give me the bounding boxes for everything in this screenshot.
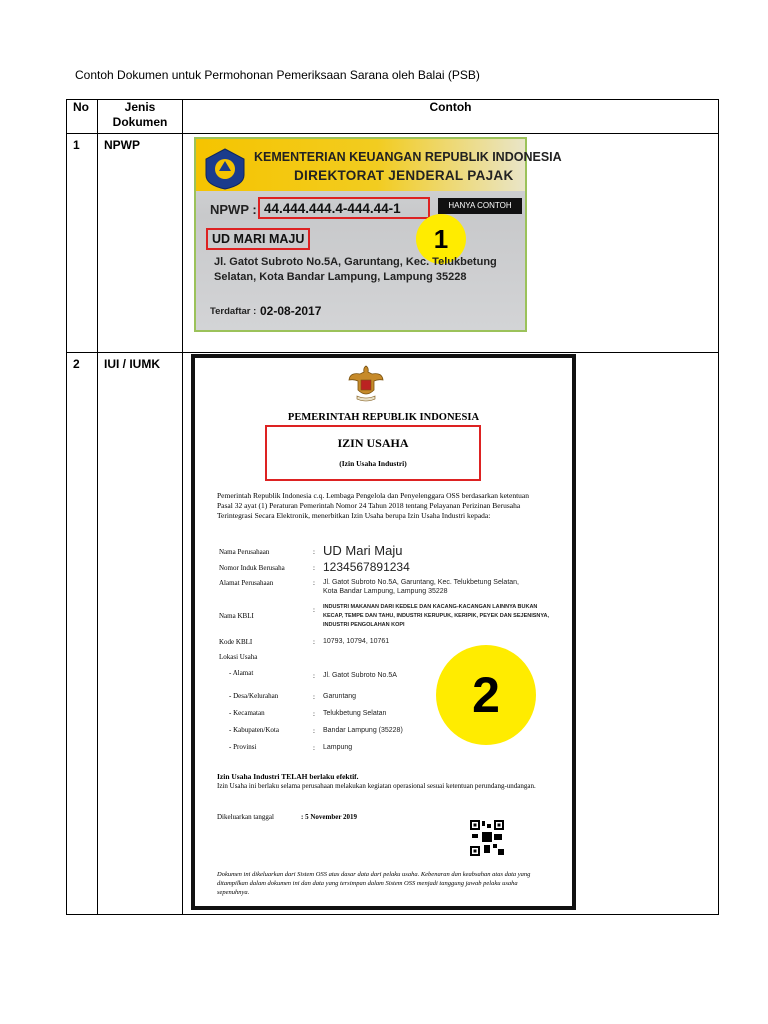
row-jenis: NPWP xyxy=(98,134,183,353)
iui-document-image: PEMERINTAH REPUBLIK INDONESIA IZIN USAHA (Izin Usaha Industri) Pemerintah Republik Indonesia c.q. Lembaga Pengelola dan Penyelenggara OSS berdasarkan ketentuan Pasal 32 ayat (1) Peraturan Pemerintah Nomor 24 Tahun 2018 tentang Pelayanan Perizinan Berusaha Terintegrasi Secara Elektronik, menerbitkan Izin Usaha berupa Izin Usaha Industri kepada: Nama Perusahaan : UD Mari Maju Nomor Induk Berusaha : 1234567891234 Alamat Perusahaan : Jl. Gatot Subroto No.5A, Garuntang, Kec. Telukbetung Selatan, Kota Bandar Lampung, Lampung 35228 Nama KBLI : INDUSTRI MAKANAN DARI KEDELE DAN KACANG-KACANGAN LAINNYA BUKAN KECAP, TEMPE DAN TAHU, INDUSTRI KERUPUK, KERIPIK, PEYEK DAN SEJENISNYA, INDUSTRI PENGOLAHAN KOPI Kode KBLI : 10793, 10794, 10761 Lokasi Usaha - Alamat : Jl. Gatot Subroto No.5A - Desa/Kelurahan : Garuntang - Kecamatan : Telukbetung Selatan - Kabupaten/Kota : Bandar Lampung (35228) - Provinsi : Lampung 2 Izin Usaha Industri TELAH berlaku efektif. Izin Usaha ini berlaku selama perusahaan melakukan kegiatan operasional sesuai ketentuan perundang-undangan. Dikeluarkan tanggal : 5 November 2019 Dokumen ini dikeluarkan dari Sistem OSS atas dasar data dari pelaku usaha. Kebenaran dan keabsahan atas data yang ditampilkan dalam dokumen ini dan data yang tersimpan dalam Sistem OSS menjadi tanggung jawab pelaku usaha sepenuhnya. xyxy=(191,354,576,910)
iui-number-badge: 2 xyxy=(436,645,536,745)
field-label: Alamat Perusahaan xyxy=(219,579,274,587)
row-jenis: IUI / IUMK xyxy=(98,353,183,915)
field-value: UD Mari Maju xyxy=(323,543,403,558)
table-header-row xyxy=(67,100,719,134)
field-value: INDUSTRI PENGOLAHAN KOPI xyxy=(323,622,405,628)
field-value: KECAP, TEMPE DAN TAHU, INDUSTRI KERUPUK, KERIPIK, PEYEK DAN SEJENISNYA, xyxy=(323,613,550,619)
header-contoh: Contoh xyxy=(183,100,719,134)
npwp-number-badge: 1 xyxy=(416,214,466,264)
field-label: Nama KBLI xyxy=(219,612,254,620)
field-value: Telukbetung Selatan xyxy=(323,710,387,717)
iui-title-highlight xyxy=(265,425,481,481)
iui-effective-note: Izin Usaha ini berlaku selama perusahaan melakukan kegiatan operasional sesuai ketentuan perundang-undangan. xyxy=(217,782,536,790)
npwp-heading-ministry: KEMENTERIAN KEUANGAN REPUBLIK INDONESIA xyxy=(254,150,562,164)
npwp-label: NPWP : xyxy=(210,202,257,217)
header-no: No xyxy=(67,100,98,134)
iui-issued-label: Dikeluarkan tanggal xyxy=(217,813,274,821)
npwp-heading-directorate: DIREKTORAT JENDERAL PAJAK xyxy=(294,168,514,183)
field-value: Garuntang xyxy=(323,693,357,700)
iui-subtitle: (Izin Usaha Industri) xyxy=(339,459,407,468)
ministry-logo-icon xyxy=(202,147,248,191)
field-value: Bandar Lampung (35228) xyxy=(323,727,403,734)
npwp-address-line1: Jl. Gatot Subroto No.5A, Garuntang, Kec. Telukbetung xyxy=(214,256,497,268)
iui-intro-text: Pemerintah Republik Indonesia c.q. Lembaga Pengelola dan Penyelenggara OSS berdasarkan ketentuan Pasal 32 ayat (1) Peraturan Pemerintah Nomor 24 Tahun 2018 tentang Pelayanan Perizinan Berusaha Terintegrasi Secara Elektronik, menerbitkan Izin Usaha berupa Izin Usaha Industri kepada: xyxy=(217,491,529,520)
field-label: - Alamat xyxy=(229,669,254,677)
field-label: - Desa/Kelurahan xyxy=(229,692,279,700)
garuda-emblem-icon xyxy=(348,364,384,404)
field-label: - Provinsi xyxy=(229,743,257,751)
field-value: Lampung xyxy=(323,744,353,751)
field-value: Jl. Gatot Subroto No.5A xyxy=(323,672,397,679)
header-jenis: Jenis Dokumen xyxy=(98,100,183,134)
field-label: - Kabupaten/Kota xyxy=(229,726,279,734)
iui-footer-disclaimer: Dokumen ini dikeluarkan dari Sistem OSS atas dasar data dari pelaku usaha. Kebenaran dan keabsahan atas data yang ditampilkan dalam dokumen ini dan data yang tersimpan dalam Sistem OSS menjadi tanggung jawab pelaku usaha sepenuhnya. xyxy=(217,871,531,896)
row-no: 1 xyxy=(67,134,98,353)
field-label: Kode KBLI xyxy=(219,638,253,646)
field-value: Jl. Gatot Subroto No.5A, Garuntang, Kec. Telukbetung Selatan, xyxy=(323,579,519,586)
npwp-registered-label: Terdaftar : xyxy=(210,306,257,317)
document-title: Contoh Dokumen untuk Permohonan Pemeriksaan Sarana oleh Balai (PSB) xyxy=(75,68,480,82)
iui-title: IZIN USAHA xyxy=(337,436,409,450)
qr-code-icon xyxy=(468,818,506,858)
iui-effective-statement: Izin Usaha Industri TELAH berlaku efektif. xyxy=(217,772,359,781)
npwp-taxpayer-name: UD MARI MAJU xyxy=(212,232,305,246)
npwp-address-line2: Selatan, Kota Bandar Lampung, Lampung 35228 xyxy=(214,271,467,283)
field-label: Nama Perusahaan xyxy=(219,548,270,556)
field-label: Lokasi Usaha xyxy=(219,653,258,661)
field-label: Nomor Induk Berusaha xyxy=(219,564,285,572)
iui-issued-date: : 5 November 2019 xyxy=(301,813,358,821)
field-value: Kota Bandar Lampung, Lampung 35228 xyxy=(323,588,448,595)
field-value: INDUSTRI MAKANAN DARI KEDELE DAN KACANG-KACANGAN LAINNYA BUKAN xyxy=(323,604,538,610)
field-label: - Kecamatan xyxy=(229,709,265,717)
npwp-card-image xyxy=(194,137,562,332)
field-value: 10793, 10794, 10761 xyxy=(323,638,390,645)
npwp-registered-date: 02-08-2017 xyxy=(260,304,322,318)
iui-government-heading: PEMERINTAH REPUBLIK INDONESIA xyxy=(287,412,480,423)
npwp-watermark-label: HANYA CONTOH xyxy=(438,198,522,214)
row-no: 2 xyxy=(67,353,98,915)
field-value: 1234567891234 xyxy=(323,560,410,574)
npwp-number: 44.444.444.4-444.44-1 xyxy=(264,201,401,216)
